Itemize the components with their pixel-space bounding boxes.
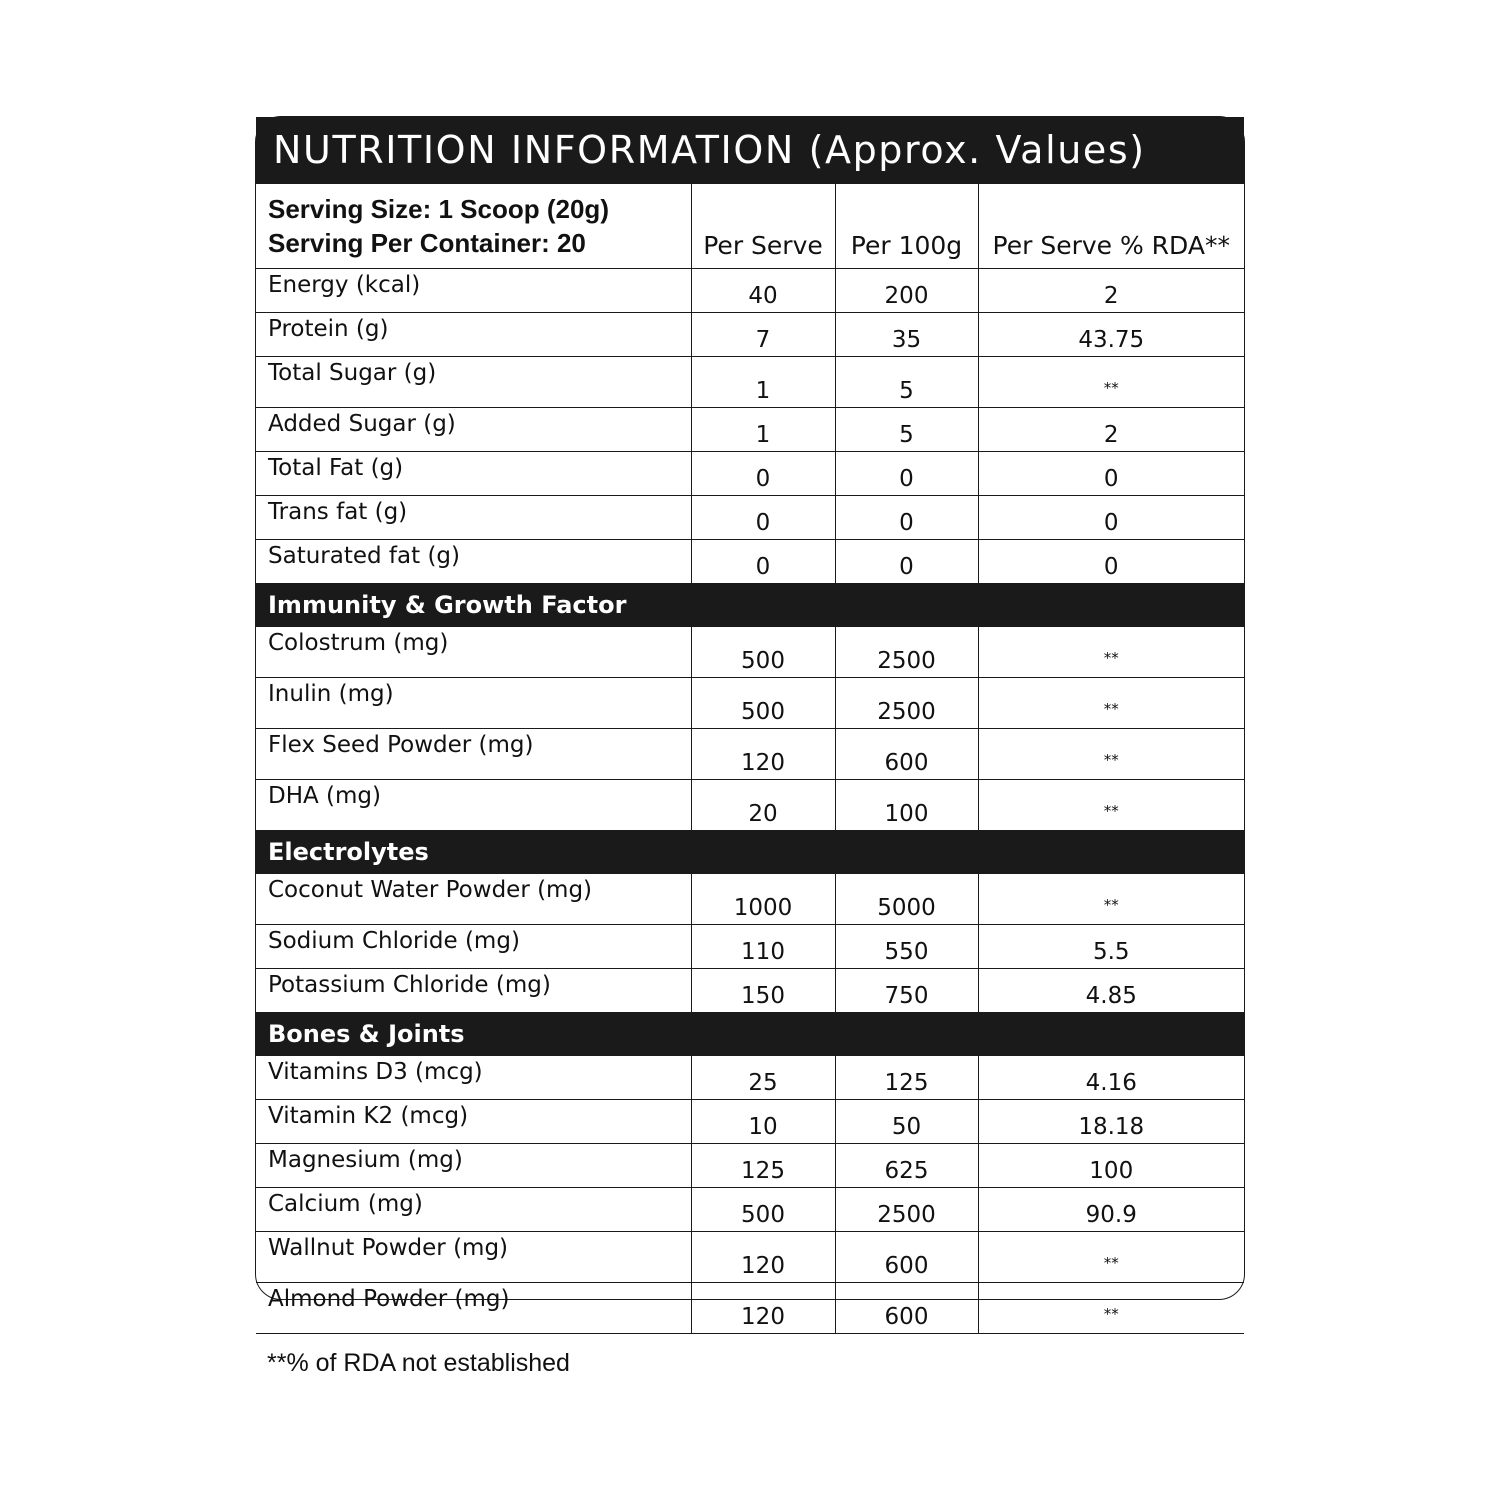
nutrient-name: Almond Powder (mg) [256, 1283, 691, 1334]
column-header-rda: Per Serve % RDA** [978, 184, 1244, 269]
nutrient-name: Protein (g) [256, 313, 691, 357]
per-serve-value: 120 [691, 1232, 835, 1283]
rda-value: 2 [978, 269, 1244, 313]
nutrient-name: DHA (mg) [256, 780, 691, 831]
table-row [256, 1283, 1244, 1334]
nutrient-name: Calcium (mg) [256, 1188, 691, 1232]
rda-value: 18.18 [978, 1100, 1244, 1144]
per-100g-value: 0 [835, 496, 978, 540]
table-row [256, 925, 1244, 969]
rda-value: 90.9 [978, 1188, 1244, 1232]
table-row [256, 1100, 1244, 1144]
section-title: Immunity & Growth Factor [256, 584, 1244, 627]
nutrient-name: Wallnut Powder (mg) [256, 1232, 691, 1283]
per-100g-value: 600 [835, 1232, 978, 1283]
per-serve-value: 7 [691, 313, 835, 357]
rda-value: ** [978, 780, 1244, 831]
table-row [256, 1232, 1244, 1283]
nutrient-name: Inulin (mg) [256, 678, 691, 729]
per-serve-value: 0 [691, 452, 835, 496]
per-serve-value: 120 [691, 729, 835, 780]
column-header-per-serve: Per Serve [691, 184, 835, 269]
per-100g-value: 0 [835, 452, 978, 496]
section-header-row [256, 1013, 1244, 1056]
table-row [256, 269, 1244, 313]
table-row [256, 1056, 1244, 1100]
column-header-per-100g: Per 100g [835, 184, 978, 269]
table-row [256, 678, 1244, 729]
per-serve-value: 150 [691, 969, 835, 1013]
table-row [256, 452, 1244, 496]
table-row [256, 874, 1244, 925]
rda-value: 2 [978, 408, 1244, 452]
rda-value: 100 [978, 1144, 1244, 1188]
rda-value: 0 [978, 496, 1244, 540]
serving-info [256, 184, 691, 269]
per-100g-value: 625 [835, 1144, 978, 1188]
per-100g-value: 600 [835, 1283, 978, 1334]
table-row [256, 1144, 1244, 1188]
per-100g-value: 0 [835, 540, 978, 584]
nutrient-name: Flex Seed Powder (mg) [256, 729, 691, 780]
rda-value: ** [978, 1232, 1244, 1283]
per-100g-value: 5 [835, 357, 978, 408]
per-100g-value: 200 [835, 269, 978, 313]
table-row [256, 540, 1244, 584]
rda-value: 5.5 [978, 925, 1244, 969]
table-row [256, 627, 1244, 678]
rda-value: 4.85 [978, 969, 1244, 1013]
table-row [256, 496, 1244, 540]
table-row [256, 408, 1244, 452]
per-100g-value: 5000 [835, 874, 978, 925]
per-serve-value: 10 [691, 1100, 835, 1144]
rda-value: 0 [978, 540, 1244, 584]
table-row [256, 1188, 1244, 1232]
per-serve-value: 25 [691, 1056, 835, 1100]
per-serve-value: 1000 [691, 874, 835, 925]
nutrient-name: Saturated fat (g) [256, 540, 691, 584]
table-row [256, 729, 1244, 780]
per-serve-value: 20 [691, 780, 835, 831]
table-row [256, 313, 1244, 357]
nutrient-name: Total Sugar (g) [256, 357, 691, 408]
table-row [256, 357, 1244, 408]
table-row [256, 969, 1244, 1013]
section-title: Bones & Joints [256, 1013, 1244, 1056]
nutrient-name: Vitamins D3 (mcg) [256, 1056, 691, 1100]
per-100g-value: 100 [835, 780, 978, 831]
rda-value: 43.75 [978, 313, 1244, 357]
nutrient-name: Colostrum (mg) [256, 627, 691, 678]
rda-value: ** [978, 1283, 1244, 1334]
nutrient-name: Vitamin K2 (mcg) [256, 1100, 691, 1144]
per-serve-value: 40 [691, 269, 835, 313]
per-serve-value: 0 [691, 540, 835, 584]
nutrient-name: Energy (kcal) [256, 269, 691, 313]
nutrient-name: Coconut Water Powder (mg) [256, 874, 691, 925]
per-serve-value: 125 [691, 1144, 835, 1188]
per-serve-value: 0 [691, 496, 835, 540]
rda-value: ** [978, 729, 1244, 780]
nutrient-name: Added Sugar (g) [256, 408, 691, 452]
rda-value: 0 [978, 452, 1244, 496]
rda-value: ** [978, 874, 1244, 925]
serving-size: Serving Size: 1 Scoop (20g) [268, 194, 609, 224]
per-100g-value: 125 [835, 1056, 978, 1100]
rda-value: ** [978, 678, 1244, 729]
serving-per-container: Serving Per Container: 20 [268, 228, 586, 258]
section-header-row [256, 584, 1244, 627]
nutrient-name: Potassium Chloride (mg) [256, 969, 691, 1013]
nutrition-panel [255, 116, 1245, 1377]
per-serve-value: 120 [691, 1283, 835, 1334]
nutrient-name: Total Fat (g) [256, 452, 691, 496]
section-header-row [256, 831, 1244, 874]
per-100g-value: 2500 [835, 678, 978, 729]
per-serve-value: 500 [691, 1188, 835, 1232]
table-header-row [256, 184, 1244, 269]
per-100g-value: 2500 [835, 627, 978, 678]
per-serve-value: 500 [691, 627, 835, 678]
section-title: Electrolytes [256, 831, 1244, 874]
per-serve-value: 1 [691, 408, 835, 452]
footnote: **% of RDA not established [267, 1349, 570, 1377]
table-row [256, 780, 1244, 831]
rda-value: 4.16 [978, 1056, 1244, 1100]
rda-value: ** [978, 627, 1244, 678]
per-serve-value: 1 [691, 357, 835, 408]
panel-title: NUTRITION INFORMATION (Approx. Values) [256, 117, 1244, 184]
nutrient-name: Sodium Chloride (mg) [256, 925, 691, 969]
nutrient-name: Magnesium (mg) [256, 1144, 691, 1188]
per-serve-value: 500 [691, 678, 835, 729]
per-100g-value: 2500 [835, 1188, 978, 1232]
per-100g-value: 550 [835, 925, 978, 969]
rda-value: ** [978, 357, 1244, 408]
nutrient-name: Trans fat (g) [256, 496, 691, 540]
per-100g-value: 750 [835, 969, 978, 1013]
per-100g-value: 50 [835, 1100, 978, 1144]
nutrition-table [256, 184, 1244, 1334]
per-100g-value: 600 [835, 729, 978, 780]
per-100g-value: 5 [835, 408, 978, 452]
per-100g-value: 35 [835, 313, 978, 357]
per-serve-value: 110 [691, 925, 835, 969]
